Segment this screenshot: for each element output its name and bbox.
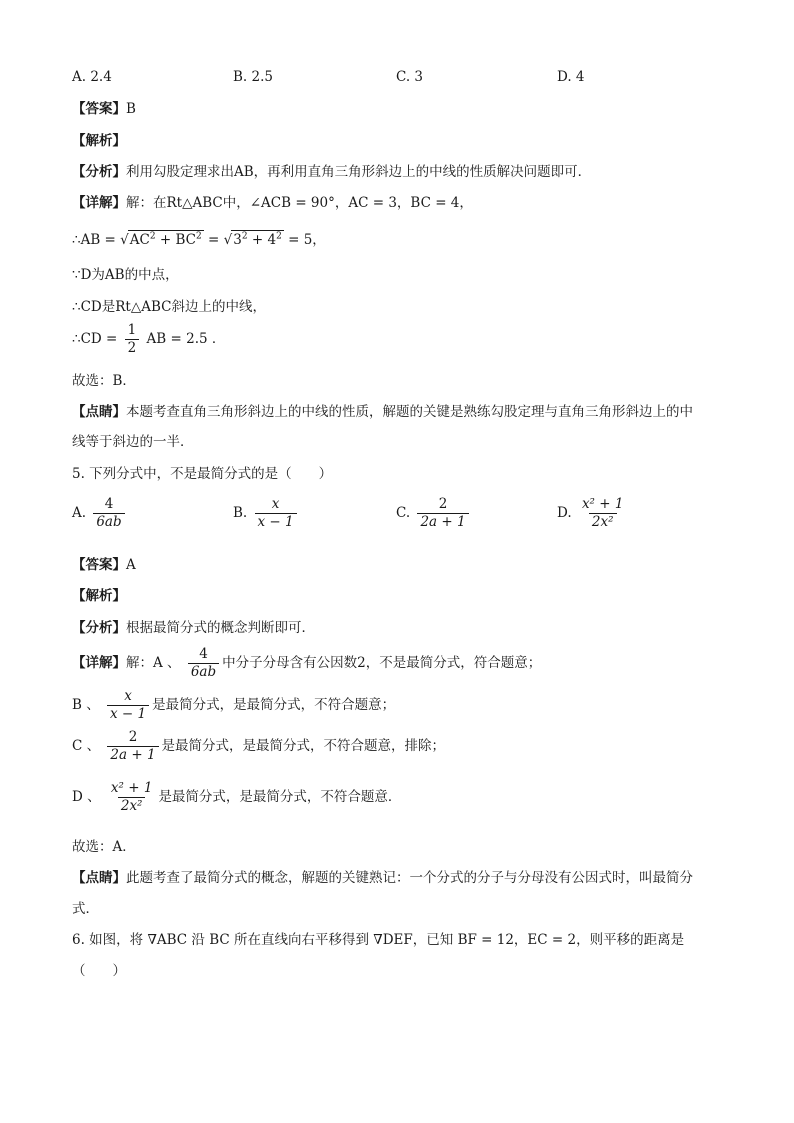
dianjing-text-1: 此题考查了最简分式的概念，解题的关键熟记：一个分式的分子与分母没有公因式时，叫最简分 <box>126 870 693 886</box>
fraction-denominator: 2x² <box>589 513 617 531</box>
fraction-denominator: 2a + 1 <box>417 513 468 531</box>
q4-step1 <box>72 230 326 249</box>
q5-dianjing-2: 式． <box>72 901 99 917</box>
line-post: 是最简分式，是最简分式，不符合题意； <box>152 697 396 713</box>
q4-step3: ∴CD是Rt△ABC斜边上的中线， <box>72 299 266 315</box>
answer-value: B <box>126 101 136 117</box>
q5-stem: 5. 下列分式中，不是最简分式的是（ ） <box>72 466 333 482</box>
step4-post: AB = 2.5 ． <box>146 331 226 347</box>
inline-fraction <box>107 729 158 764</box>
q4-step2: ∵D为AB的中点， <box>72 267 179 283</box>
answer-value: A <box>126 557 136 573</box>
inline-fraction <box>108 780 156 815</box>
opt-label: C. <box>396 505 411 521</box>
step1-post: = 5， <box>288 232 326 248</box>
sqrt-expr-1: $AC^2 + BC^2$ <box>129 231 202 248</box>
fraction-numerator: 4 <box>199 646 208 662</box>
fenxi-text: 利用勾股定理求出AB，再利用直角三角形斜边上的中线的性质解决问题即可． <box>126 164 592 180</box>
xiangjie-text: 解：在Rt△ABC中，∠ACB = 90°，AC = 3，BC = 4， <box>126 195 473 211</box>
fraction-numerator: x <box>124 688 132 704</box>
sqrt-expr-2: $3^2 + 4^2$ <box>233 231 282 248</box>
q5-answer <box>72 556 136 574</box>
q5-line-c <box>72 729 445 764</box>
q4-choose: 故选：B． <box>72 373 136 389</box>
dianjing-text-1: 本题考查直角三角形斜边上的中线的性质，解题的关键是熟练勾股定理与直角三角形斜边上的中 <box>126 404 693 420</box>
xiangjie-post: 中分子分母含有公因数2，不是最简分式，符合题意； <box>222 655 542 671</box>
opt-label: B. <box>233 505 248 521</box>
q5-dianjing-1 <box>72 869 693 887</box>
sqrt-sign-2: √ <box>223 232 233 248</box>
q5-option-c <box>396 496 472 531</box>
fraction-denominator: 2 <box>125 339 140 357</box>
q4-option-d: D. 4 <box>557 69 585 85</box>
q5-option-d <box>557 496 629 531</box>
xiangjie-label: 【详解】 <box>72 195 126 211</box>
q4-analysis-label: 【解析】 <box>72 133 126 149</box>
inline-fraction <box>107 688 149 723</box>
fraction-denominator: x − 1 <box>107 705 149 723</box>
fenxi-label: 【分析】 <box>72 164 126 180</box>
fraction-half <box>125 322 140 357</box>
q4-option-b: B. 2.5 <box>233 69 273 85</box>
q5-option-a <box>72 496 128 531</box>
option-fraction <box>417 496 468 531</box>
q4-answer <box>72 100 136 118</box>
line-post: 是最简分式，是最简分式，不符合题意，排除； <box>161 738 446 754</box>
dianjing-label: 【点睛】 <box>72 404 126 420</box>
opt-label: D. <box>557 505 572 521</box>
q6-stem-2: （ ） <box>72 963 126 979</box>
fraction-denominator: 6ab <box>188 663 219 681</box>
fraction-numerator: 1 <box>127 322 137 338</box>
q6-stem-1: 6. 如图，将 ∇ABC 沿 BC 所在直线向右平移得到 ∇DEF，已知 BF = 12，EC = 2，则平移的距离是 <box>72 932 685 948</box>
step4-pre: ∴CD = <box>72 331 118 347</box>
fraction-numerator: 2 <box>128 729 138 745</box>
xiangjie-label: 【详解】 <box>72 655 126 671</box>
q5-line-b <box>72 688 395 723</box>
opt-label: A. <box>72 505 87 521</box>
line-post: 是最简分式，是最简分式，不符合题意． <box>158 789 402 805</box>
q5-line-d <box>72 780 401 815</box>
q5-fenxi <box>72 619 315 637</box>
q5-choose: 故选：A． <box>72 839 136 855</box>
q5-xiangjie <box>72 646 541 681</box>
line-pre: B 、 <box>72 697 100 713</box>
fraction-denominator: x − 1 <box>255 513 297 531</box>
fraction-numerator: 2 <box>438 496 448 512</box>
q4-step4 <box>72 322 225 357</box>
answer-label: 【答案】 <box>72 557 126 573</box>
option-fraction <box>93 496 124 531</box>
dianjing-label: 【点睛】 <box>72 870 126 886</box>
fraction-denominator: 2x² <box>118 797 146 815</box>
fraction-numerator: x² + 1 <box>110 780 153 796</box>
fraction-numerator: 4 <box>104 496 114 512</box>
option-fraction <box>579 496 627 531</box>
line-pre: D 、 <box>72 789 101 805</box>
fraction-denominator: 2a + 1 <box>107 746 158 764</box>
answer-label: 【答案】 <box>72 101 126 117</box>
inline-fraction <box>188 646 219 681</box>
q4-option-a: A. 2.4 <box>72 69 112 85</box>
option-fraction <box>255 496 297 531</box>
fraction-denominator: 6ab <box>93 513 124 531</box>
step1-mid: = <box>208 232 220 248</box>
xiangjie-pre: 解：A 、 <box>126 655 181 671</box>
sqrt-sign-1: √ <box>120 232 129 248</box>
line-pre: C 、 <box>72 738 101 754</box>
fenxi-label: 【分析】 <box>72 620 126 636</box>
q5-analysis-label: 【解析】 <box>72 588 126 604</box>
q4-fenxi <box>72 163 591 181</box>
q5-option-b <box>233 496 300 531</box>
q4-dianjing-2: 线等于斜边的一半． <box>72 434 194 450</box>
fraction-numerator: x <box>271 496 280 512</box>
fenxi-text: 根据最简分式的概念判断即可． <box>126 620 315 636</box>
q4-dianjing-1 <box>72 403 693 421</box>
q4-xiangjie <box>72 194 473 212</box>
fraction-numerator: x² + 1 <box>581 496 624 512</box>
q4-option-c: C. 3 <box>396 69 424 85</box>
step1-pre: ∴AB = <box>72 232 116 248</box>
